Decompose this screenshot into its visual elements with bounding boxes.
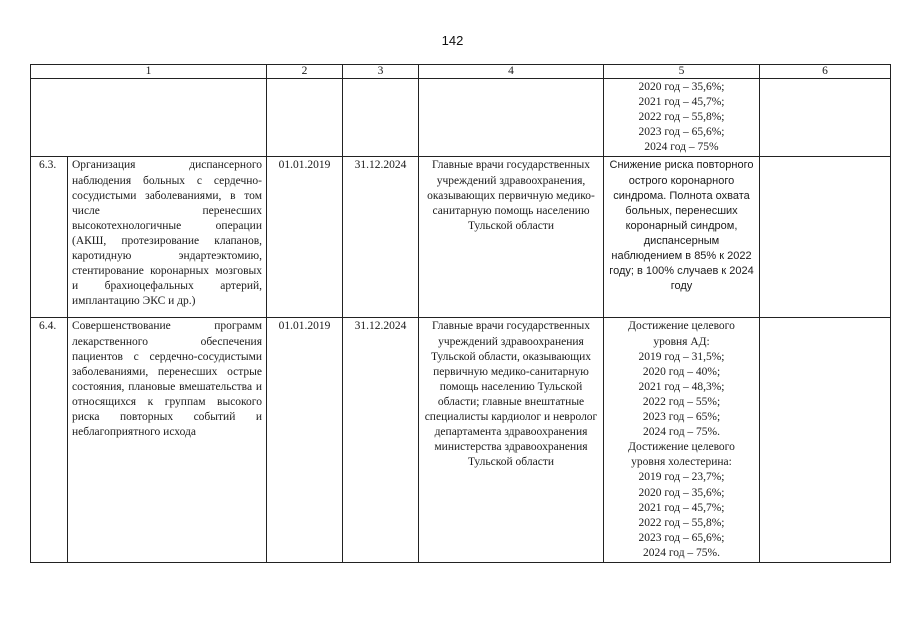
row-description: Организация диспансерного наблюдения больных с сердечно-сосудистыми заболеваниями, в том числе перенесших высокотехнологичные операции (АКШ, протезирование клапанов, каротидную эндартеэктомию, стентирование коронарных мозговых и брахиоцефальных артерий, имплантацию ЭКС и др.) <box>68 157 267 318</box>
result-line: 2021 год – 48,3%; <box>638 380 725 393</box>
row-responsible: Главные врачи государственных учреждений здравоохранения Тульской области, оказывающих первичную медико-санитарную помощь населению Тульской области; главные внештатные специалисты кардиолог и невролог департамента здравоохранения министерства здравоохранения Тульской области <box>419 318 604 563</box>
header-col-3: 3 <box>343 65 419 79</box>
row-number: 6.4. <box>31 318 68 563</box>
row-end-date: 31.12.2024 <box>343 318 419 563</box>
table-row-6-4 <box>31 318 891 563</box>
result-line: 2022 год – 55,8%; <box>638 516 725 529</box>
header-col-6: 6 <box>760 65 891 79</box>
row-start-date: 01.01.2019 <box>267 318 343 563</box>
header-col-2: 2 <box>267 65 343 79</box>
result-line: 2023 год – 65,6%; <box>638 531 725 544</box>
cont-col-6 <box>760 79 891 157</box>
result-line: Достижение целевого <box>628 441 735 454</box>
page-number: 142 <box>441 33 464 48</box>
result-line: 2023 год – 65%; <box>642 411 721 424</box>
result-line: уровня АД: <box>653 335 710 348</box>
result-line: 2024 год – 75%. <box>642 426 721 439</box>
result-line: 2022 год – 55%; <box>642 395 721 408</box>
result-line: 2019 год – 23,7%; <box>638 471 725 484</box>
row-col-6 <box>760 157 891 318</box>
result-line: 2021 год – 45,7%; <box>638 96 725 109</box>
result-line: 2020 год – 35,6%; <box>638 486 725 499</box>
row-description: Совершенствование программ лекарственного обеспечения пациентов с сердечно-сосудистыми заболеваниями, перенесших острые состояния, плановые вмешательства и относящихся к группам высокого риска повторных событий и неблагоприятного исхода <box>68 318 267 563</box>
result-line: 2022 год – 55,8%; <box>638 111 725 124</box>
result-line: 2020 год – 35,6%; <box>638 81 725 93</box>
result-line: 2024 год – 75% <box>644 141 719 154</box>
row-result: Снижение риска повторного острого коронарного синдрома. Полнота охвата больных, перенесших коронарный синдром, диспансерным наблюдением в 85% к 2022 году; в 100% случаев к 2024 году <box>604 157 760 318</box>
row-result <box>604 318 760 563</box>
result-line: Достижение целевого <box>628 320 735 333</box>
header-col-1: 1 <box>31 65 267 79</box>
header-row <box>31 65 891 79</box>
result-line: уровня холестерина: <box>631 456 732 469</box>
result-line: 2021 год – 45,7%; <box>638 501 725 514</box>
measures-table <box>30 64 891 563</box>
cont-col-3 <box>343 79 419 157</box>
result-line: 2023 год – 65,6%; <box>638 126 725 139</box>
cont-col-5-result <box>604 79 760 157</box>
header-col-4: 4 <box>419 65 604 79</box>
row-start-date: 01.01.2019 <box>267 157 343 318</box>
result-line: 2020 год – 40%; <box>642 365 721 378</box>
table-row-6-3 <box>31 157 891 318</box>
row-end-date: 31.12.2024 <box>343 157 419 318</box>
cont-col-2 <box>267 79 343 157</box>
result-line: 2019 год – 31,5%; <box>638 350 725 363</box>
header-col-5: 5 <box>604 65 760 79</box>
row-responsible: Главные врачи государственных учреждений здравоохранения, оказывающих первичную медико-санитарную помощь населению Тульской области <box>419 157 604 318</box>
result-line: 2024 год – 75%. <box>642 546 721 559</box>
cont-col-1 <box>31 79 267 157</box>
row-col-6 <box>760 318 891 563</box>
continuation-row <box>31 79 891 157</box>
row-number: 6.3. <box>31 157 68 318</box>
cont-col-4 <box>419 79 604 157</box>
